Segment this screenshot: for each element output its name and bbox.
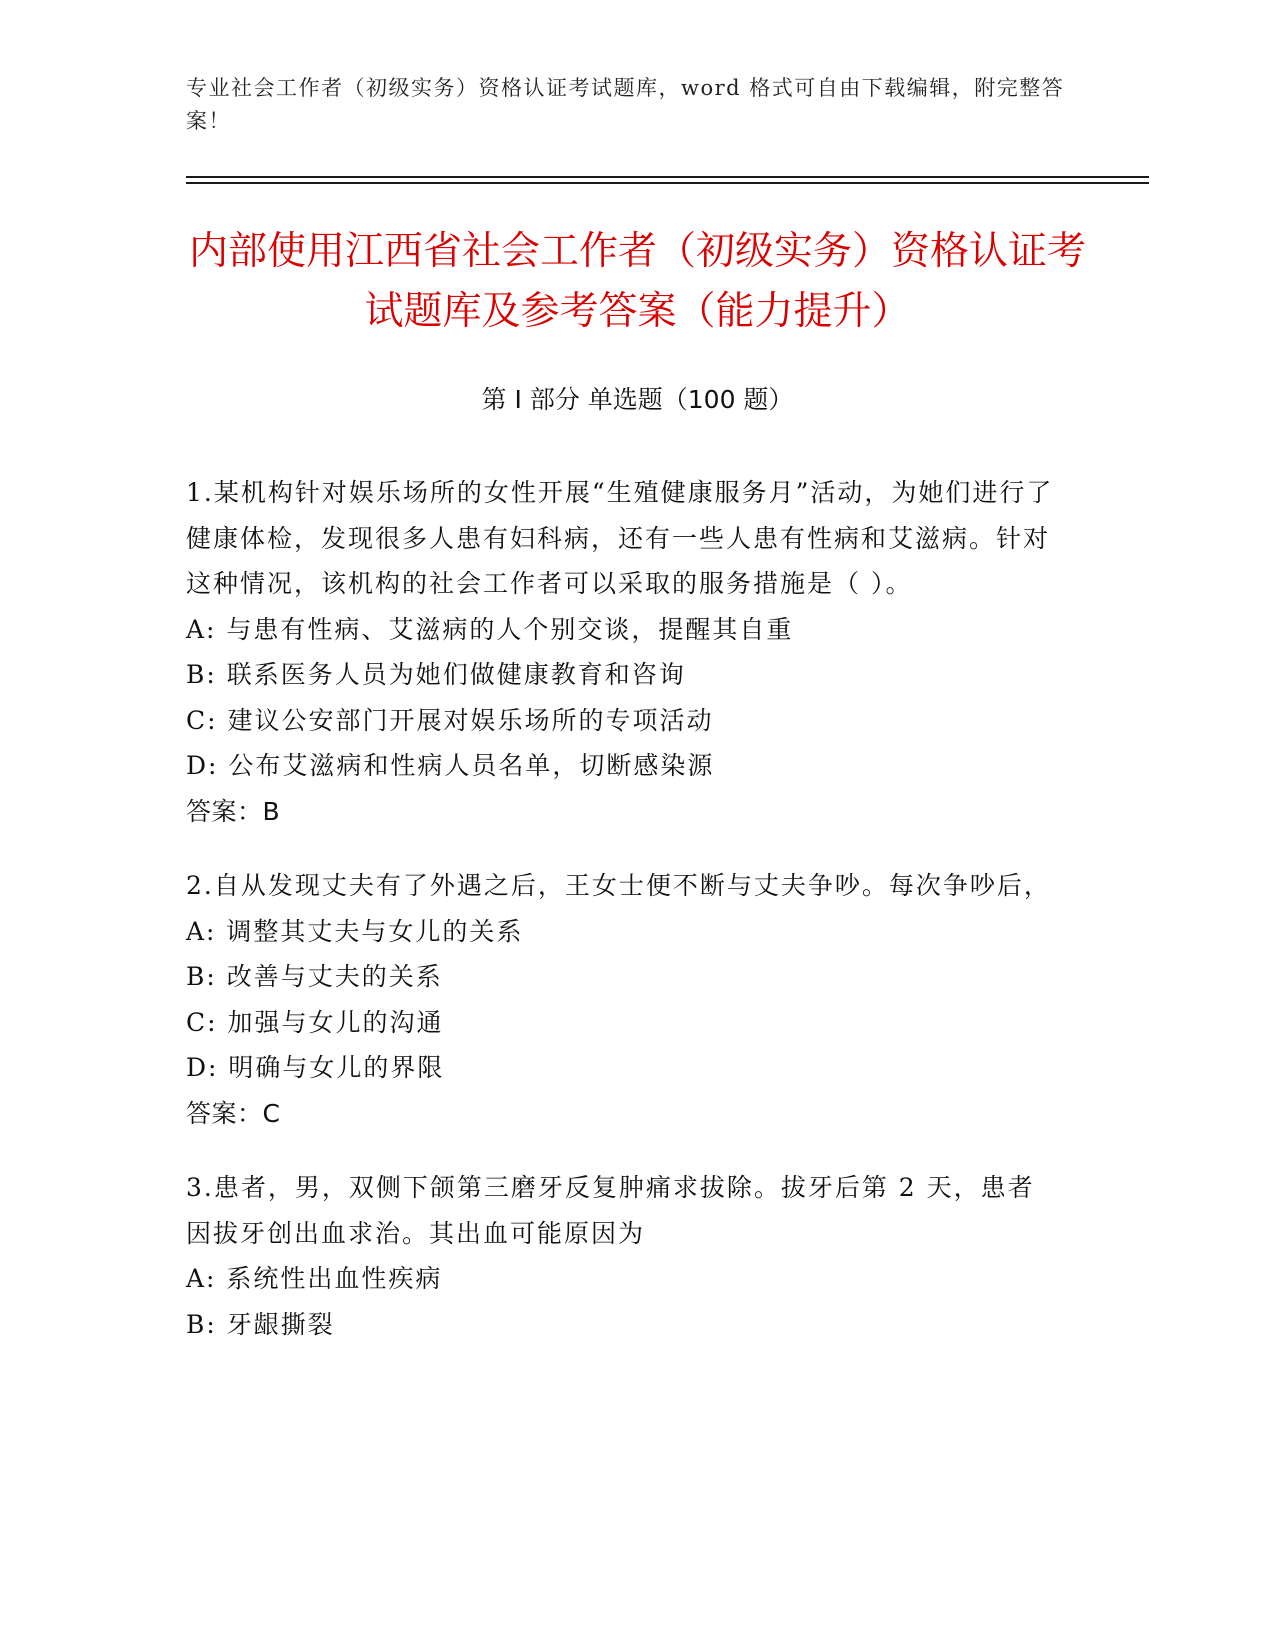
- question-stem: 1.某机构针对娱乐场所的女性开展“生殖健康服务月”活动，为她们进行了健康体检，发现很多人患有妇科病，还有一些人患有性病和艾滋病。针对这种情况，该机构的社会工作者可以采取的服务措施是（ ）。: [186, 478, 1054, 598]
- answer: 答案：C: [186, 1098, 281, 1128]
- header-divider-bottom: [186, 182, 1149, 184]
- option-c: C: 建议公安部门开展对娱乐场所的专项活动: [186, 705, 714, 735]
- answer: 答案：B: [186, 796, 281, 826]
- option-b: B: 改善与丈夫的关系: [186, 962, 443, 991]
- option-a: A: 调整其丈夫与女儿的关系: [186, 916, 524, 946]
- option-a: A: 与患有性病、艾滋病的人个别交谈，提醒其自重: [186, 614, 794, 644]
- option-b: B: 牙龈撕裂: [186, 1309, 335, 1339]
- header-note: 专业社会工作者（初级实务）资格认证考试题库，word 格式可自由下载编辑，附完整答案！: [186, 76, 1065, 133]
- option-b: B: 联系医务人员为她们做健康教育和咨询: [186, 660, 686, 689]
- section-title: 第 I 部分 单选题（100 题）: [481, 385, 794, 414]
- header-divider-top: [186, 176, 1149, 178]
- question-1: [186, 470, 1058, 834]
- option-d: D: 明确与女儿的界限: [186, 1053, 445, 1082]
- option-c: C: 加强与女儿的沟通: [186, 1007, 444, 1037]
- option-a: A: 系统性出血性疾病: [186, 1264, 443, 1293]
- question-3: [186, 1165, 1058, 1347]
- question-2: [186, 863, 1058, 1136]
- question-stem: 2.自从发现丈夫有了外遇之后，王女士便不断与丈夫争吵。每次争吵后，: [186, 871, 1051, 900]
- document-title: 内部使用江西省社会工作者（初级实务）资格认证考试题库及参考答案（能力提升）: [188, 229, 1086, 334]
- question-list: [186, 470, 1058, 1376]
- question-stem: 3.患者，男，双侧下颌第三磨牙反复肿痛求拔除。拔牙后第 2 天，患者因拔牙创出血求治。其出血可能原因为: [186, 1173, 1035, 1248]
- option-d: D: 公布艾滋病和性病人员名单，切断感染源: [186, 751, 715, 780]
